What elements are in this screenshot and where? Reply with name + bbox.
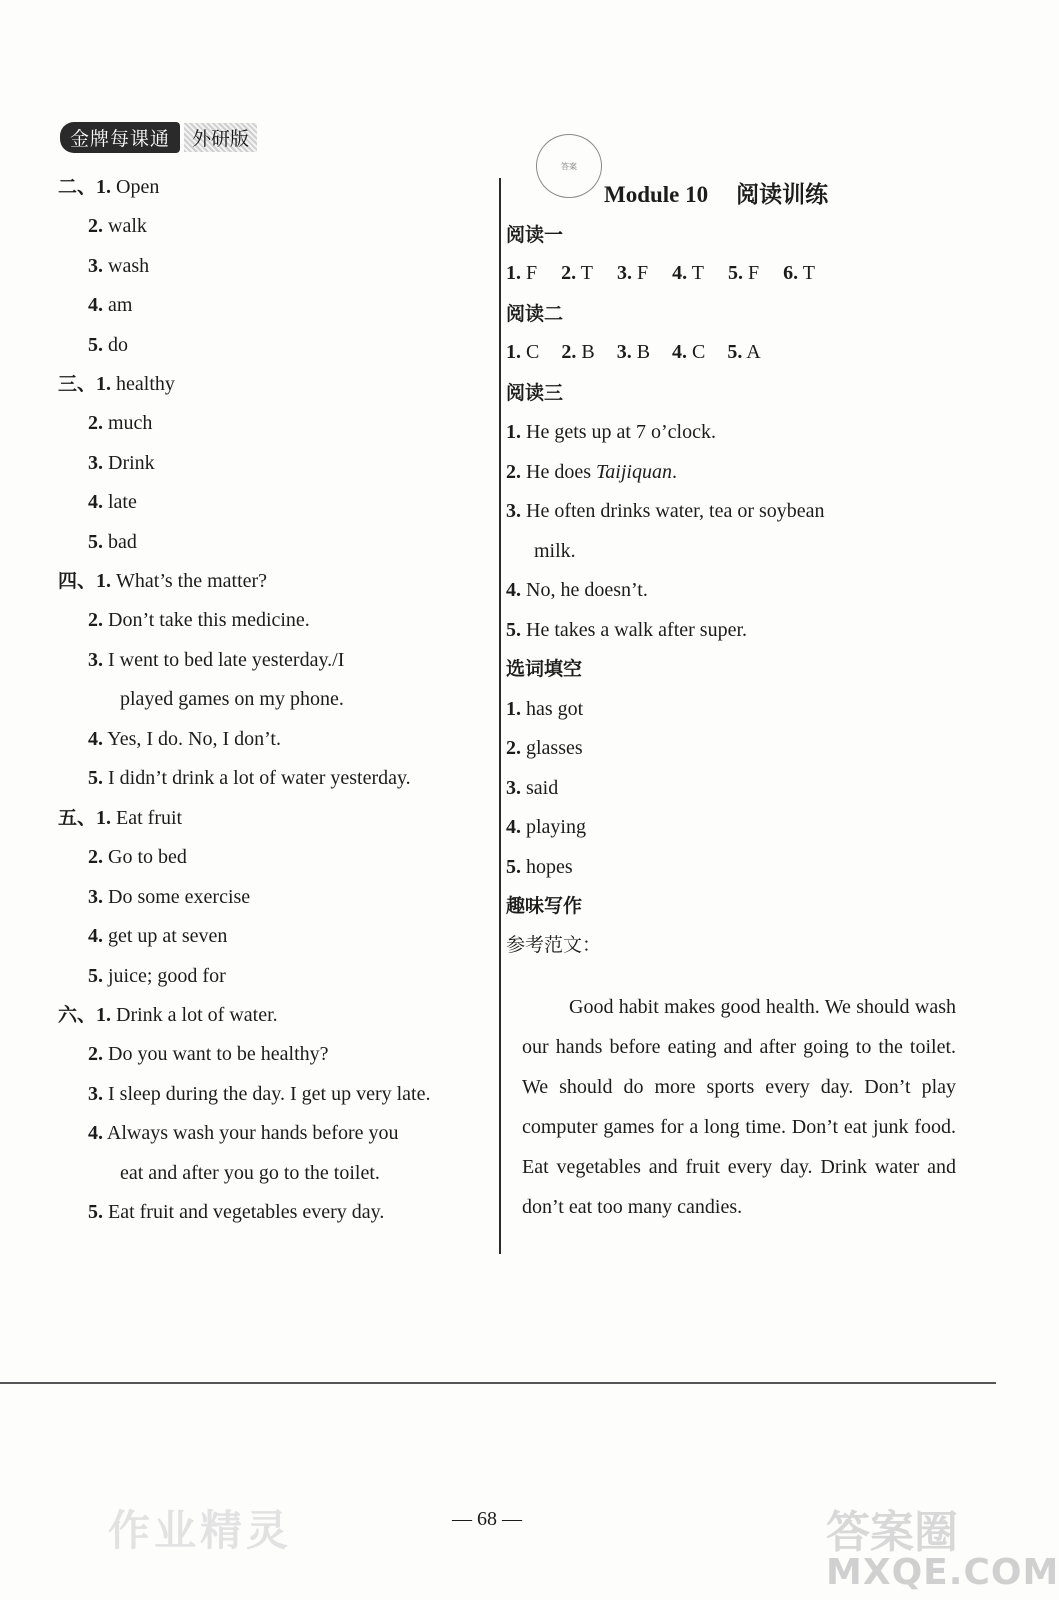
item-number: 2. (88, 215, 103, 237)
answer-text: bad (108, 531, 137, 553)
answer-text: get up at seven (108, 925, 228, 947)
answer-text: late (108, 491, 137, 513)
fill-blanks-heading: 选词填空 (506, 658, 583, 680)
fill-item (506, 814, 586, 840)
answer-text: played games on my phone. (120, 688, 344, 710)
answer-text: What’s the matter? (116, 570, 268, 592)
answer-item (561, 262, 593, 284)
answer-value: T (580, 262, 593, 284)
answer-line (88, 607, 310, 633)
answer-text: eat and after you go to the toilet. (120, 1162, 380, 1184)
answer-value: F (747, 262, 760, 284)
reading-three-item (506, 459, 677, 485)
item-number: 2. (88, 609, 103, 631)
item-number: 6. (783, 262, 799, 284)
item-number: 5. (506, 856, 521, 878)
answer-value: B (581, 341, 595, 363)
answer-text: Drink a lot of water. (116, 1004, 278, 1026)
brand-label: 金牌每课通 (60, 122, 180, 153)
reading-one-heading: 阅读一 (506, 224, 564, 246)
answer-text: Drink (108, 452, 155, 474)
answer-text: He does (526, 461, 596, 483)
answer-line (58, 174, 159, 200)
item-number: 5. (727, 262, 743, 284)
answer-text: wash (108, 255, 150, 277)
item-number: 3. (88, 886, 103, 908)
answer-line (58, 1002, 278, 1028)
module-title-cn: 阅读训练 (736, 182, 829, 208)
watermark-right-url: MXQE.COM (826, 1552, 1059, 1593)
item-number: 4. (88, 294, 103, 316)
reading-three-item (506, 577, 648, 603)
answer-text: I went to bed late yesterday./I (108, 649, 345, 671)
answer-line (88, 489, 137, 515)
answer-line (88, 1199, 384, 1225)
edition-label: 外研版 (184, 123, 257, 152)
item-number: 5. (88, 1201, 103, 1223)
answer-line (88, 332, 128, 358)
item-number: 3. (88, 649, 103, 671)
answer-text: milk. (534, 540, 576, 562)
answer-line (88, 844, 187, 870)
item-number: 1. (506, 698, 521, 720)
answer-line (88, 1120, 399, 1146)
answer-value: A (746, 341, 761, 363)
answer-item (672, 262, 704, 284)
item-number: 1. (96, 373, 112, 395)
answer-line (88, 213, 147, 239)
writing-heading: 趣味写作 (506, 895, 583, 917)
item-number: 5. (506, 619, 521, 641)
answer-value: F (636, 262, 649, 284)
item-number: 4. (88, 491, 103, 513)
section-marker: 三、 (58, 373, 97, 395)
answer-value: C (526, 341, 540, 363)
answer-line (58, 568, 267, 594)
module-title-en: Module 10 (604, 182, 709, 207)
answer-text: Don’t take this medicine. (108, 609, 310, 631)
item-number: 4. (88, 925, 103, 947)
section-marker: 五、 (58, 807, 97, 829)
answer-line (88, 1041, 329, 1067)
sample-essay: Good habit makes good health. We should wash our hands before eating and after going to the toilet. We should do more sports every day. Don’t play computer games for a long time. Don’t eat junk food. Eat vegetables and fruit every day. Drink water and don’t eat too many candies. (522, 996, 956, 1218)
item-number: 2. (88, 1043, 103, 1065)
book-header (60, 122, 257, 152)
item-number: 5. (88, 531, 103, 553)
item-number: 2. (561, 341, 577, 363)
answer-item (617, 341, 650, 363)
answer-line (88, 923, 227, 949)
item-number: 4. (672, 262, 688, 284)
answer-value: F (526, 262, 538, 284)
item-number: 4. (506, 579, 521, 601)
answer-text: playing (526, 816, 586, 838)
answer-text: much (108, 412, 153, 434)
answer-text: Go to bed (108, 846, 187, 868)
item-number: 4. (88, 1122, 103, 1144)
answer-text: has got (526, 698, 584, 720)
answer-value: T (802, 262, 815, 284)
item-number: 1. (96, 570, 112, 592)
item-number: 2. (506, 461, 521, 483)
watermark-left: 作业精灵 (108, 1506, 293, 1555)
reading2-answers (506, 339, 783, 365)
watermark-right-logo: 答案圈 (826, 1507, 958, 1558)
answer-line (88, 647, 344, 673)
answer-item (783, 262, 815, 284)
answer-text: Yes, I do. No, I don’t. (107, 728, 281, 750)
answer-line (88, 253, 149, 279)
answer-text: said (526, 777, 559, 799)
answer-line (88, 450, 155, 476)
item-number: 1. (506, 262, 521, 284)
item-number: 1. (96, 1004, 112, 1026)
answer-item (672, 341, 705, 363)
reading-three-item (506, 617, 747, 643)
answer-text: glasses (526, 737, 583, 759)
bottom-rule (0, 1382, 996, 1384)
answer-value: B (636, 341, 651, 363)
fill-item (506, 854, 573, 880)
fill-item (506, 775, 558, 801)
reading-three-item (506, 419, 716, 445)
reading-three-item (506, 498, 825, 524)
item-number: 3. (506, 500, 521, 522)
answer-line (120, 686, 344, 712)
item-number: 1. (96, 176, 112, 198)
reading-two-heading: 阅读二 (506, 303, 564, 325)
answer-line (120, 1160, 380, 1186)
fill-item (506, 735, 583, 761)
answer-item (506, 341, 539, 363)
answer-text: He takes a walk after super. (526, 619, 748, 641)
sample-essay-label: 参考范文： (506, 934, 602, 956)
answer-text: No, he doesn’t. (526, 579, 648, 601)
answer-line (88, 529, 137, 555)
answer-item (727, 341, 760, 363)
answer-item (617, 262, 648, 284)
item-number: 5. (88, 965, 103, 987)
answer-text: I didn’t drink a lot of water yesterday. (108, 767, 411, 789)
item-number: 4. (506, 816, 521, 838)
reading-three-item (534, 538, 576, 564)
answer-text: Do you want to be healthy? (108, 1043, 329, 1065)
answer-line (58, 805, 182, 831)
item-number: 3. (88, 1083, 103, 1105)
fill-item (506, 696, 583, 722)
answer-text: Do some exercise (108, 886, 251, 908)
section-marker: 四、 (58, 570, 97, 592)
item-number: 5. (88, 767, 103, 789)
item-number: 4. (88, 728, 103, 750)
answer-text: Open (116, 176, 160, 198)
item-number: 2. (88, 846, 103, 868)
item-number: 5. (727, 341, 743, 363)
answer-line (88, 726, 281, 752)
section-marker: 六、 (58, 1004, 97, 1026)
reading-three-heading: 阅读三 (506, 382, 564, 404)
answer-line (58, 371, 175, 397)
answer-item (728, 262, 759, 284)
answer-line (88, 765, 411, 791)
answer-line (88, 884, 250, 910)
item-number: 2. (88, 412, 103, 434)
answer-text: Always wash your hands before you (106, 1122, 399, 1144)
answer-text: am (108, 294, 133, 316)
answer-line (88, 1081, 430, 1107)
answer-text: hopes (526, 856, 573, 878)
item-number: 3. (616, 262, 632, 284)
answer-text: walk (108, 215, 147, 237)
answer-text: He gets up at 7 o’clock. (526, 421, 716, 443)
section-marker: 二、 (58, 176, 97, 198)
answer-text: I sleep during the day. I get up very late. (108, 1083, 431, 1105)
answer-text: Eat fruit (116, 807, 183, 829)
column-divider (499, 178, 501, 1254)
item-number: 5. (88, 334, 103, 356)
item-number: 1. (96, 807, 112, 829)
page-number: — 68 — (452, 1508, 522, 1530)
answer-line (88, 292, 132, 318)
answer-item (561, 341, 594, 363)
item-number: 3. (88, 452, 103, 474)
answer-text: juice; good for (108, 965, 226, 987)
item-number: 3. (616, 341, 632, 363)
answer-value: T (691, 262, 704, 284)
item-number: 3. (88, 255, 103, 277)
module-title (604, 176, 828, 209)
item-number: 1. (506, 341, 521, 363)
answer-text: . (671, 461, 677, 483)
answer-text: Eat fruit and vegetables every day. (108, 1201, 385, 1223)
answer-line (88, 963, 226, 989)
reading1-answers (506, 260, 839, 286)
item-number: 2. (561, 262, 577, 284)
item-number: 4. (672, 341, 688, 363)
item-number: 3. (506, 777, 521, 799)
item-number: 1. (506, 421, 521, 443)
answer-text: do (108, 334, 128, 356)
answer-line (88, 410, 152, 436)
answer-text-italic: Taijiquan (595, 461, 672, 483)
stamp-icon: 答案 (536, 134, 602, 198)
answer-item (506, 262, 537, 284)
answer-text: He often drinks water, tea or soybean (526, 500, 825, 522)
item-number: 2. (506, 737, 521, 759)
answer-text: healthy (116, 373, 175, 395)
answer-value: C (692, 341, 706, 363)
